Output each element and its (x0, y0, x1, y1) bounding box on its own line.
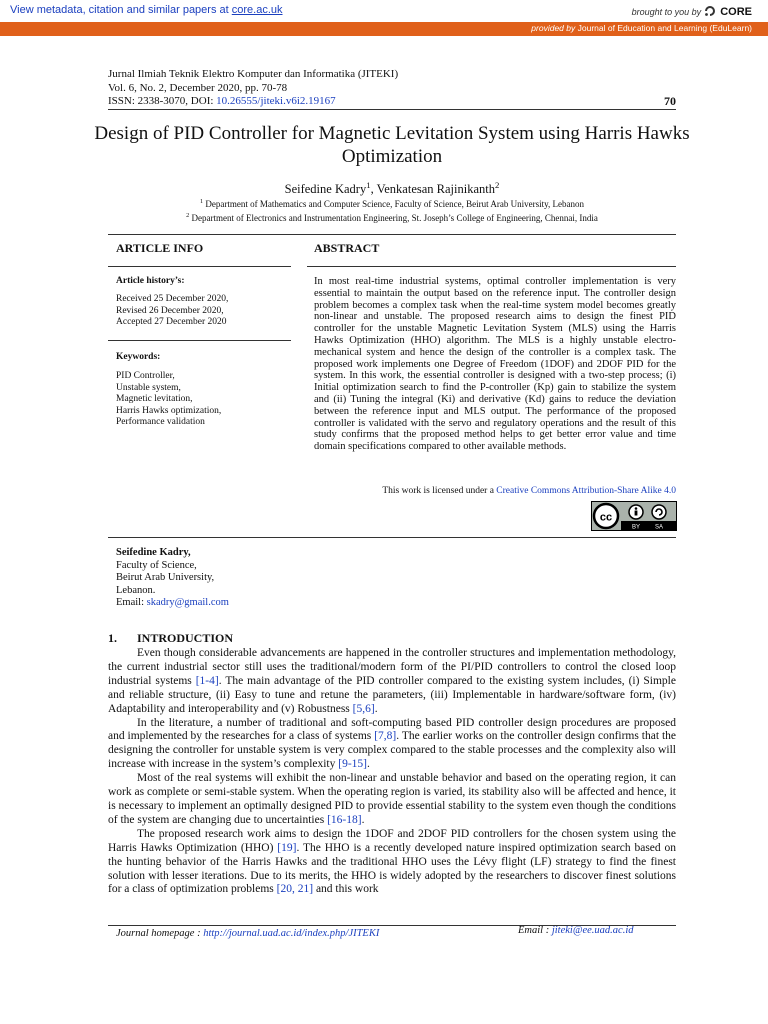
keyword: Unstable system, (116, 382, 181, 393)
citation-link[interactable]: [9-15] (338, 758, 368, 771)
provider-text: provided by Journal of Education and Learning (EduLearn) (531, 23, 752, 33)
footer-email: Email : jiteki@ee.uad.ac.id (518, 925, 634, 936)
core-link[interactable]: core.ac.uk (231, 4, 283, 16)
paragraph: In the literature, a number of traditional and soft-computing based PID controller design procedures are proposed and implemented by the researches for a class of systems [7,8]. The earlier works on the controller design confirms that the designing the controller for unstable system is very complex compared to the stable processes and the complexity also will increase with increase in the system’s complexity [9-15]. (108, 716, 676, 771)
article-info-heading: ARTICLE INFO (116, 241, 204, 255)
footer-homepage: Journal homepage : http://journal.uad.ac.id/index.php/JITEKI (116, 928, 380, 939)
core-label[interactable]: CORE (720, 6, 752, 18)
correspondence-rule (108, 537, 676, 538)
paragraph: Even though considerable advancements are happened in the controller structures and implementation methodology, the current industrial sector still uses the traditional/modern form of the PI/PID controllers to control the closed loop industrial systems [1-4]. The main advantage of the PID controller compared to the existing system includes, (i) Simple and reliable structure, (ii) Easy to tune and retune the parameters, (iii) Implementable in hardware/software form, (iv) Adaptability and interoperability and (v) Robustness [5,6]. (108, 647, 676, 715)
info-rule-left (108, 266, 291, 267)
affiliations (80, 196, 704, 224)
core-logo-icon (704, 5, 716, 17)
journal-issn: ISSN: 2338-3070, DOI: 10.26555/jiteki.v6i2.19167 (108, 95, 336, 107)
cc-by-label: BY (631, 524, 641, 531)
header-divider (108, 109, 676, 110)
citation-link[interactable]: [1-4] (195, 674, 219, 687)
introduction-heading: 1. INTRODUCTION (108, 631, 234, 645)
accepted-date: Accepted 27 December 2020 (116, 317, 227, 327)
journal-volume: Vol. 6, No. 2, December 2020, pp. 70-78 (108, 81, 288, 94)
citation-link[interactable]: [16-18] (327, 813, 362, 826)
keyword: Performance validation (116, 417, 205, 427)
info-top-rule (108, 234, 676, 235)
journal-header (108, 68, 398, 109)
citation-link[interactable]: [7,8] (374, 730, 397, 743)
provider-bar (0, 22, 768, 36)
keyword: Harris Hawks optimization, (116, 405, 222, 416)
corresponding-author: Seifedine Kadry, Faculty of Science, Beirut Arab University, Lebanon. Email: skadry@gmail.com (116, 547, 229, 608)
svg-text:cc: cc (599, 511, 613, 524)
history-heading: Article history’s: (116, 276, 185, 286)
paper-title: Design of PID Controller for Magnetic Levitation System using Harris Hawks Optimization (94, 123, 690, 167)
citation-link[interactable]: [19] (277, 841, 297, 854)
author-list: Seifedine Kadry$^1$, Venkatesan Rajinikanth$^2$ (284, 180, 500, 197)
journal-name: Jurnal Ilmiah Teknik Elektro Komputer dan Informatika (JITEKI) (108, 68, 399, 80)
brought-to-you: brought to you by CORE (631, 6, 752, 18)
affiliation-1: $^1$ Department of Mathematics and Computer Science, Faculty of Science, Beirut Arab University, Lebanon (200, 198, 584, 209)
homepage-link[interactable]: http://journal.uad.ac.id/index.php/JITEKI (203, 928, 380, 939)
article-history (116, 294, 228, 329)
author-1: Seifedine Kadry (284, 182, 367, 197)
info-rule-right (307, 266, 676, 267)
keywords-list (116, 371, 221, 429)
introduction-body (108, 647, 676, 897)
history-divider (108, 340, 291, 341)
revised-date: Revised 26 December 2020, (116, 305, 224, 316)
abstract-heading: ABSTRACT (314, 241, 380, 255)
affiliation-2: $^2$ Department of Electronics and Instrumentation Engineering, St. Joseph’s College of Engineering, Chennai, India (186, 212, 598, 223)
corr-name: Seifedine Kadry, (116, 547, 191, 558)
footer-email-link[interactable]: jiteki@ee.uad.ac.id (551, 925, 634, 936)
license-line: This work is licensed under a Creative Commons Attribution-Share Alike 4.0 (382, 486, 676, 496)
keyword: Magnetic levitation, (116, 394, 193, 404)
paragraph: Most of the real systems will exhibit the non-linear and unstable behavior and based on the operating region, it can work as complete or semi-stable system. When the operating region is varied, its stability also will be affected and hence, it is necessary to implement an optimally designed PID to provide essential stability to the system even though the conditions of the system are changing due to uncertainties [16-18]. (108, 772, 676, 826)
abstract-text: In most real-time industrial systems, optimal controller implementation is very essential to maintain the output based on the reference input. The controller design problem becomes a complex task when the real-time system model becomes greatly non-linear and unstable. The proposed research aims to design the finest PID controller for the unstable Magnetic Levitation System (MLS) using the Harris Hawks Optimization (HHO) algorithm. The MLS is a highly unstable electro-mechanical system and hence the design of the controller is a complex task. The proposed work implements one Degree of Freedom (1DOF) and 2DOF PID for the system. In this work, the essential controller is designed with a two-step process; (i) Initial optimization search to find the P-controller (Kp) gain to stabilize the system and (ii) Tuning the integral (Ki) and derivative (Kd) gains to reduce the deviation between the reference input and MLS output. The performance of the proposed controller is validated with the servo and regulatory operations and the result of this study confirms that the proposed method helps to get better error value and time domain specifications compared to other available methods. (314, 276, 676, 453)
keyword: PID Controller, (116, 371, 175, 381)
paragraph: The proposed research work aims to design the 1DOF and 2DOF PID controllers for the chosen system using the Harris Hawks Optimization (HHO) [19]. The HHO is a recently developed nature inspired optimization search based on the hunting behavior of the Harris Hawks and the traditional HHO uses the Lévy flight (LF) strategy to find the finest solution with lesser iterations. Due to its merits, the HHO is widely adopted by the researchers to discover finest solutions for a class of optimization problems [20, 21] and this work (108, 827, 677, 896)
received-date: Received 25 December 2020, (116, 294, 229, 304)
citation-link[interactable]: [5,6] (352, 702, 375, 715)
doi-link[interactable]: 10.26555/jiteki.v6i2.19167 (216, 95, 336, 107)
author-2: Venkatesan Rajinikanth (376, 182, 495, 197)
citation-link[interactable]: [20, 21] (276, 883, 314, 896)
cc-sa-label: SA (654, 524, 664, 531)
cc-by-sa-badge[interactable] (591, 501, 677, 531)
corr-email-link[interactable]: skadry@gmail.com (146, 597, 229, 608)
keywords-heading: Keywords: (116, 352, 161, 362)
sa-icon (652, 505, 666, 519)
core-metadata-link[interactable]: View metadata, citation and similar papers at core.ac.uk (10, 4, 283, 16)
page-number: 70 (664, 94, 676, 108)
license-link[interactable]: Creative Commons Attribution-Share Alike 4.0 (496, 486, 676, 496)
core-banner (0, 0, 768, 23)
corr-email-line: Email: skadry@gmail.com (116, 597, 229, 608)
